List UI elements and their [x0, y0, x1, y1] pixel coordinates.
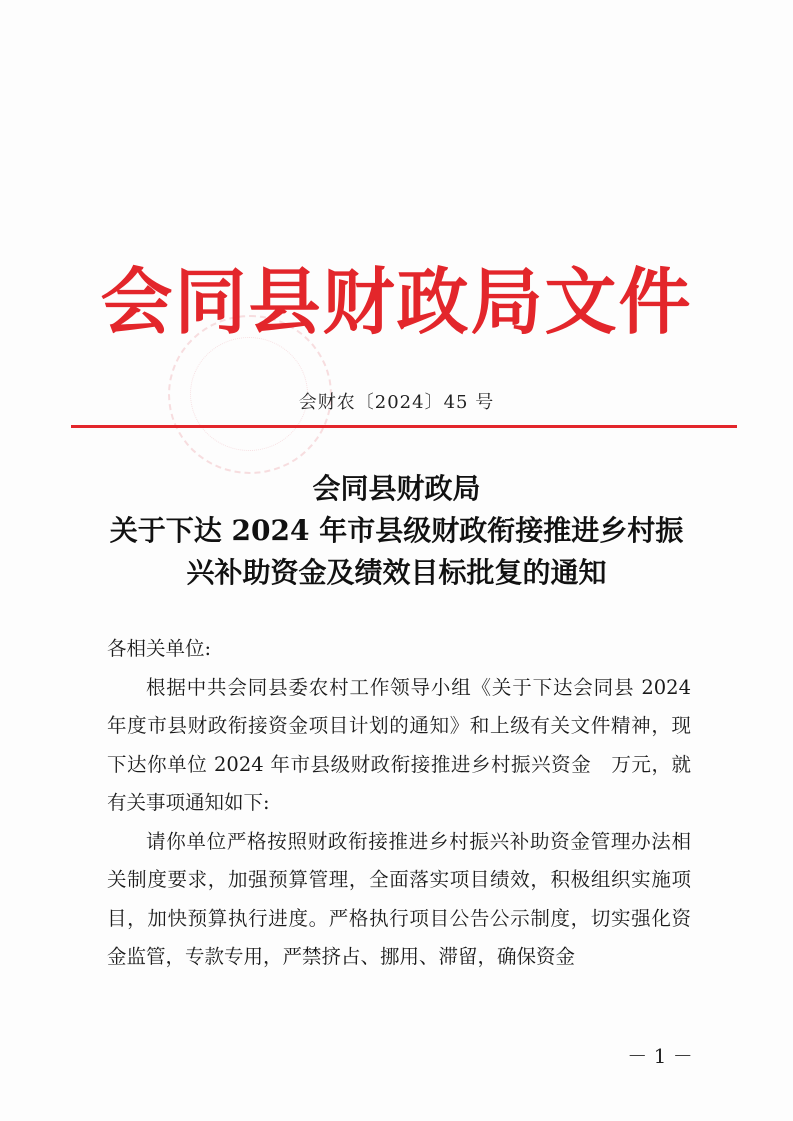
red-separator-line [71, 425, 737, 428]
page-number: － 1 － [627, 1044, 693, 1068]
notice-title-line-2: 关于下达 2024 年市县级财政衔接推进乡村振 [109, 514, 684, 547]
body-paragraph-2: 请你单位严格按照财政衔接推进乡村振兴补助资金管理办法相关制度要求，加强预算管理，全面落实项目绩效，积极组织实施项目，加快预算执行进度。严格执行项目公告公示制度，切实强化资金监管，专款专用，严禁挤占、挪用、滞留，确保资金 [107, 829, 691, 968]
notice-title [100, 468, 693, 594]
body-paragraph-1: 根据中共会同县委农村工作领导小组《关于下达会同县 2024 年度市县财政衔接资金项目计划的通知》和上级有关文件精神，现下达你单位 2024 年市县级财政衔接推进乡村振兴资金 万元，就有关事项通知如下: [107, 675, 691, 814]
salutation: 各相关单位: [107, 637, 212, 660]
notice-title-line-1: 会同县财政局 [312, 472, 481, 505]
document-body [107, 630, 691, 977]
red-header-org-title: 会同县财政局文件 [100, 259, 693, 344]
document-number: 会财农〔2024〕45 号 [298, 392, 495, 413]
notice-title-line-3: 兴补助资金及绩效目标批复的通知 [186, 556, 607, 589]
